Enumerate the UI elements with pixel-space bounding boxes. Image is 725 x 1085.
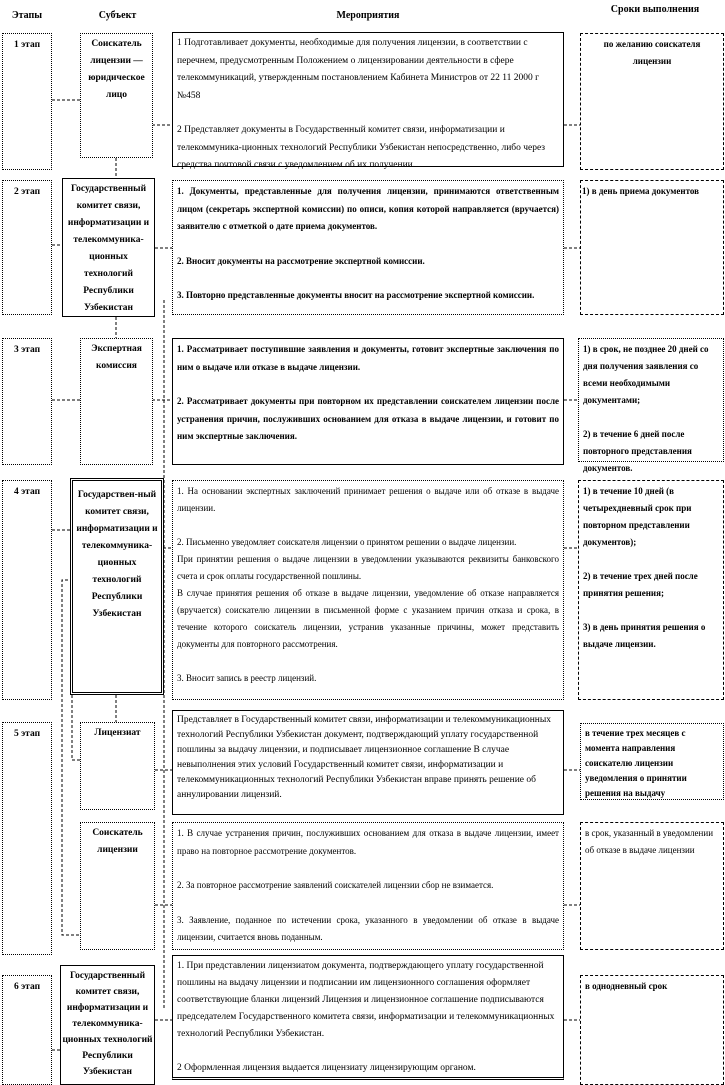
- action-item: При принятии решения о выдаче лицензии в уведомлении указываются реквизиты банковского счета и срок оплаты государственной пошлины.: [177, 554, 559, 581]
- action-item: 3. Вносит запись в реестр лицензий.: [177, 673, 317, 683]
- action-item: 1. При представлении лицензиатом документа, подтверждающего уплату государственной пошлины на выдачу лицензии и подписании им лицензионного соглашения оформляет соответствующие бланки лицензий Лицензия и лицензионное соглашение подписываются председателем Государственного комитета связи, информатизации и телекоммуникационных технологий Республики Узбекистан.: [177, 961, 555, 1039]
- actions-box: [172, 180, 564, 315]
- action-item: 2 Представляет документы в Государственный комитет связи, информатизации и телекоммуника-ционных технологий Республики Узбекистан непосредственно, либо через средства почтовой связи с уведомлением об их получении.: [177, 125, 546, 170]
- term-item: 2) в течение трех дней после принятия решения;: [583, 571, 698, 598]
- actions-box: [172, 822, 564, 950]
- subject-box: Государственный комитет связи, информатизации и телекоммуника-ционных технологий Республики Узбекистан: [60, 965, 155, 1085]
- term-item: 1) в срок, не позднее 20 дней со дня получения заявления со всеми необходимыми документами;: [583, 344, 709, 405]
- stage-label: 2 этап: [2, 180, 52, 315]
- action-item: 1. Рассматривает поступившие заявления и документы, готовит экспертные заключения по ним о выдаче или отказе в выдаче лицензии.: [177, 344, 559, 372]
- action-item: Представляет в Государственный комитет связи, информатизации и телекоммуникационных технологий Республики Узбекистан документ, подтверждающий уплату государственной пошлины за выдачу лицензии, и подписывает лицензионное соглашение В случае невыполнения этих условий Государственный комитет связи, информатизации и телекоммуникационных технологий Республики Узбекистан вправе принять решение об аннулировании лицензий.: [177, 715, 552, 800]
- term-item: 2) в течение 6 дней после повторного представления документов.: [583, 429, 692, 473]
- subject-box: Лицензиат: [80, 722, 155, 810]
- terms-box: [580, 180, 724, 315]
- stage-label: 3 этап: [2, 338, 52, 465]
- header-actions: Мероприятия: [336, 10, 400, 21]
- term-item: 3) в день принятия решения о выдаче лицензии.: [583, 622, 706, 649]
- action-item: 1. На основании экспертных заключений принимает решения о выдаче или об отказе в выдаче лицензии.: [177, 486, 559, 513]
- subject-box: Государственный комитет связи, информатизации и телекоммуника-ционных технологий Республики Узбекистан: [62, 178, 155, 317]
- terms-box: [578, 480, 724, 700]
- action-item: 1. В случае устранения причин, послуживших основанием для отказа в выдаче лицензии, имеет право на повторное рассмотрение документов.: [177, 828, 559, 856]
- action-item: 2 Оформленная лицензия выдается лицензиату лицензирующим органом.: [177, 1063, 476, 1073]
- action-item: 2. Письменно уведомляет соискателя лицензии о принятом решении о выдаче лицензии.: [177, 537, 517, 547]
- term-item: в течение трех месяцев с момента направления соискателю лицензии уведомления о принятии решения на выдачу: [585, 728, 687, 798]
- terms-box: [580, 33, 724, 170]
- action-item: 2. Вносит документы на рассмотрение экспертной комиссии.: [177, 255, 425, 266]
- header-terms: Сроки выполнения: [610, 4, 700, 15]
- header-subject: Субъект: [98, 10, 137, 21]
- subject-box: Экспертная комиссия: [80, 338, 153, 465]
- actions-box: [172, 480, 564, 700]
- actions-box: [172, 710, 564, 815]
- action-item: 1. Документы, представленные для получения лицензии, принимаются ответственным лицом (секретарь экспертной комиссии) по описи, копия которой направляется (вручается) заявителю с отметкой о дате приема документов.: [177, 186, 559, 231]
- term-item: в срок, указанный в уведомлении об отказе в выдаче лицензии: [585, 828, 714, 855]
- actions-box: [172, 32, 564, 170]
- stage-label: 1 этап: [2, 33, 52, 170]
- term-item: по желанию соискателя лицензии: [603, 39, 701, 66]
- actions-box: [172, 338, 564, 465]
- action-item: 1 Подготавливает документы, необходимые для получения лицензии, в соответствии с перечнем, предусмотренным Положением о лицензировании деятельности в сфере телекоммуникаций, утвержденным постановлением Кабинета Министров от 22 11 2000 г №458: [177, 38, 540, 101]
- stage-label: 5 этап: [2, 722, 52, 955]
- term-item: 1) в течение 10 дней (в четырехдневный срок при повторном представлении документов);: [583, 486, 692, 547]
- action-item: В случае принятия решения об отказе в выдаче лицензии, уведомление об отказе направляется (вручается) соискателю лицензии в письменной форме с указанием причин отказа и срока, в течение которого соискатель лицензии, устранив указанные причины, может представить документы для повторного рассмотрения.: [177, 588, 559, 649]
- term-item: в однодневный срок: [585, 981, 668, 991]
- terms-box: [580, 975, 724, 1085]
- terms-box: [580, 822, 724, 950]
- subject-box: Соискатель лицензии — юридическое лицо: [80, 33, 153, 158]
- stage-label: 4 этап: [2, 480, 52, 700]
- action-item: 2. За повторное рассмотрение заявлений соискателей лицензии сбор не взимается.: [177, 880, 494, 890]
- action-item: 3. Повторно представленные документы вносит на рассмотрение экспертной комиссии.: [177, 290, 535, 300]
- terms-box: [580, 723, 724, 800]
- actions-box: [172, 955, 564, 1080]
- term-item: 1) в день приема документов: [582, 186, 700, 196]
- stage-label: 6 этап: [2, 975, 52, 1085]
- action-item: 3. Заявление, поданное по истечении срока, указанного в уведомлении об отказе в выдаче лицензии, считается вновь поданным.: [177, 914, 559, 942]
- action-item: 2. Рассматривает документы при повторном их представлении соискателем лицензии после устранения причин, послуживших основанием для отказа в выдаче лицензии, и готовит по ним экспертные заключения.: [177, 396, 559, 441]
- subject-box: Соискатель лицензии: [80, 822, 155, 950]
- header-stages: Этапы: [11, 10, 43, 21]
- terms-box: [578, 338, 724, 473]
- subject-box: Государствен-ный комитет связи, информатизации и телекоммуника-ционных технологий Республики Узбекистан: [70, 478, 164, 695]
